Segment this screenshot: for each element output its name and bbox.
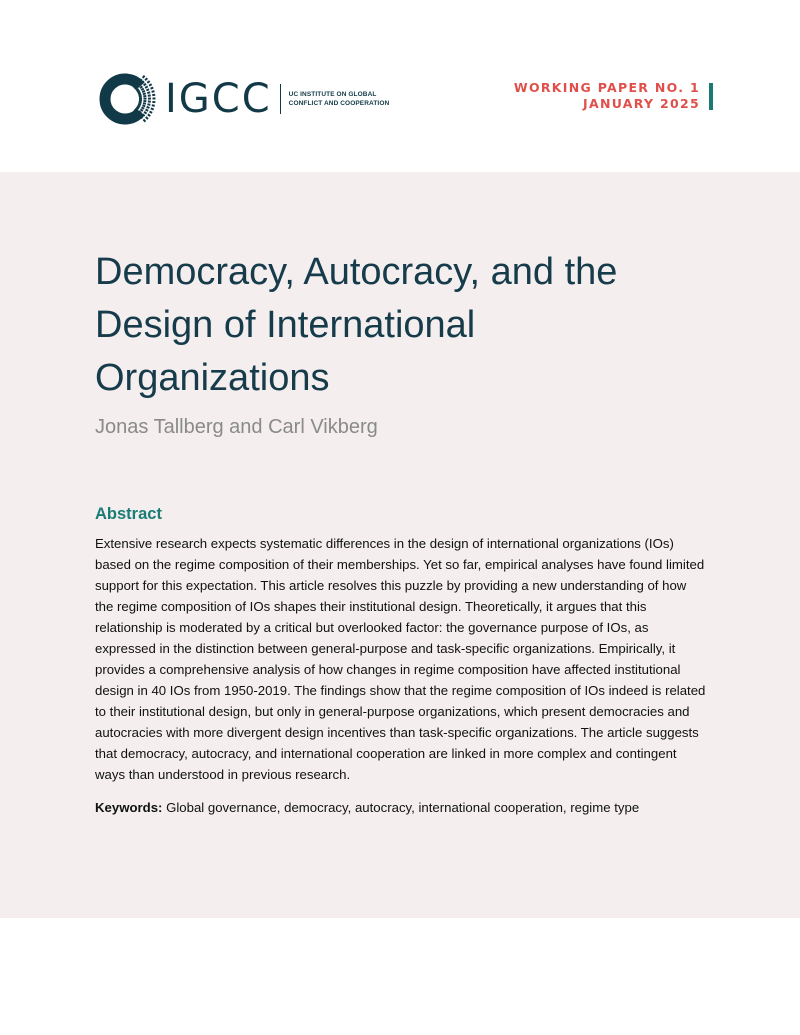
- logo-subtitle: [289, 90, 390, 108]
- logo-ring-arc: [105, 79, 140, 119]
- keywords-label: Keywords:: [95, 800, 163, 815]
- keywords-list: Global governance, democracy, autocracy, international cooperation, regime type: [166, 800, 640, 815]
- igcc-ring-icon: [93, 67, 157, 131]
- logo-wordmark: IGCC: [165, 76, 272, 122]
- keywords: [95, 797, 707, 818]
- abstract-heading: Abstract: [95, 505, 162, 523]
- working-paper-accent-bar: [709, 83, 713, 110]
- paper-title: Democracy, Autocracy, and the Design of International Organizations: [95, 251, 618, 399]
- igcc-logo[interactable]: [93, 66, 389, 132]
- logo-subtitle-line2: CONFLICT AND COOPERATION: [288, 100, 390, 107]
- working-paper-date: JANUARY 2025: [583, 96, 700, 111]
- page-header: [0, 0, 800, 172]
- working-paper-label: [514, 80, 700, 112]
- logo-divider: [280, 84, 281, 114]
- paper-authors: Jonas Tallberg and Carl Vikberg: [95, 416, 378, 438]
- logo-subtitle-line1: UC INSTITUTE ON GLOBAL: [288, 91, 377, 98]
- abstract-text: Extensive research expects systematic differences in the design of international organizations (IOs) based on the regime composition of their memberships. Yet so far, empirical analyses have found limited support for this expectation. This article resolves this puzzle by providing a new understanding of how the regime composition of IOs shapes their institutional design. Theoretically, it argues that this relationship is moderated by a critical but overlooked factor: the governance purpose of IOs, as expressed in the distinction between general-purpose and task-specific organizations. Empirically, it provides a comprehensive analysis of how changes in regime composition have affected institutional design in 40 IOs from 1950-2019. The findings show that the regime composition of IOs indeed is related to their institutional design, but only in general-purpose organizations, which present democracies and autocracies with more divergent design incentives than task-specific organizations. The article suggests that democracy, autocracy, and international cooperation are linked in more complex and contingent ways than understood in previous research.: [95, 536, 706, 782]
- working-paper-number: WORKING PAPER NO. 1: [513, 80, 700, 95]
